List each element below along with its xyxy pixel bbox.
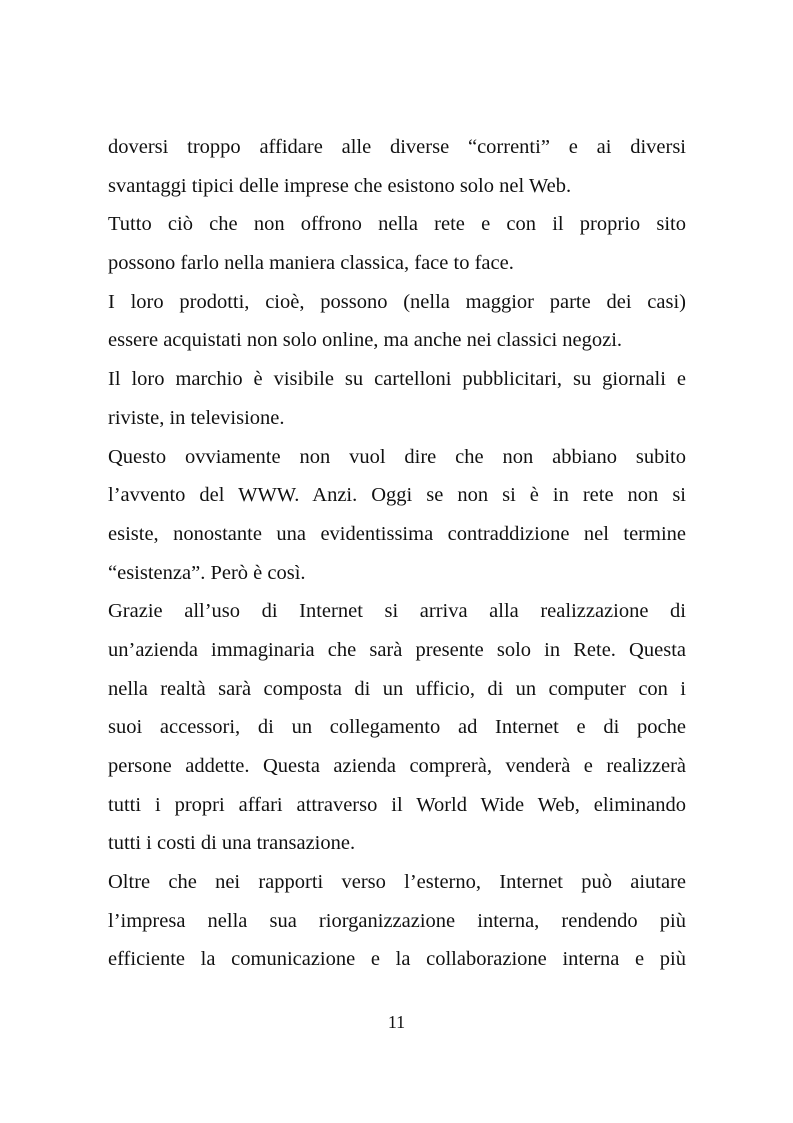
paragraph — [108, 205, 686, 282]
paragraph — [108, 283, 686, 360]
document-body — [108, 128, 686, 979]
text-line: doversi troppo affidare alle diverse “correnti” e ai diversi — [108, 136, 686, 158]
text-line: tutti i propri affari attraverso il World Wide Web, eliminando — [108, 793, 686, 816]
text-line: Tutto ciò che non offrono nella rete e con il proprio sito — [108, 213, 686, 236]
text-line: Il loro marchio è visibile su cartelloni pubblicitari, su giornali e — [108, 368, 686, 391]
text-line: essere acquistati non solo online, ma anche nei classici negozi. — [108, 329, 623, 352]
paragraph — [108, 863, 686, 979]
text-line: suoi accessori, di un collegamento ad Internet e di poche — [108, 716, 686, 739]
text-line: possono farlo nella maniera classica, face to face. — [108, 252, 514, 275]
text-line: Grazie all’uso di Internet si arriva alla realizzazione di — [108, 600, 686, 623]
page-number: 11 — [387, 1012, 406, 1032]
paragraph — [108, 592, 686, 863]
paragraph — [108, 128, 686, 205]
text-line: nella realtà sarà composta di un ufficio, di un computer con i — [108, 677, 686, 700]
text-line: svantaggi tipici delle imprese che esistono solo nel Web. — [108, 174, 572, 197]
text-line: l’avvento del WWW. Anzi. Oggi se non si è in rete non si — [108, 484, 686, 507]
text-line: esiste, nonostante una evidentissima contraddizione nel termine — [108, 522, 686, 545]
text-line: I loro prodotti, cioè, possono (nella maggior parte dei casi) — [108, 290, 686, 313]
paragraph — [108, 360, 686, 437]
paragraph — [108, 438, 686, 593]
text-line: riviste, in televisione. — [108, 406, 285, 429]
text-line: Oltre che nei rapporti verso l’esterno, Internet può aiutare — [108, 871, 686, 894]
text-line: un’azienda immaginaria che sarà presente solo in Rete. Questa — [108, 638, 686, 661]
text-line: l’impresa nella sua riorganizzazione interna, rendendo più — [108, 909, 686, 932]
text-line: tutti i costi di una transazione. — [108, 832, 356, 855]
text-line: Questo ovviamente non vuol dire che non abbiano subito — [108, 445, 686, 468]
text-line: persone addette. Questa azienda comprerà, venderà e realizzerà — [108, 755, 686, 777]
text-line: efficiente la comunicazione e la collaborazione interna e più — [108, 948, 686, 971]
text-line: “esistenza”. Però è così. — [108, 561, 306, 584]
